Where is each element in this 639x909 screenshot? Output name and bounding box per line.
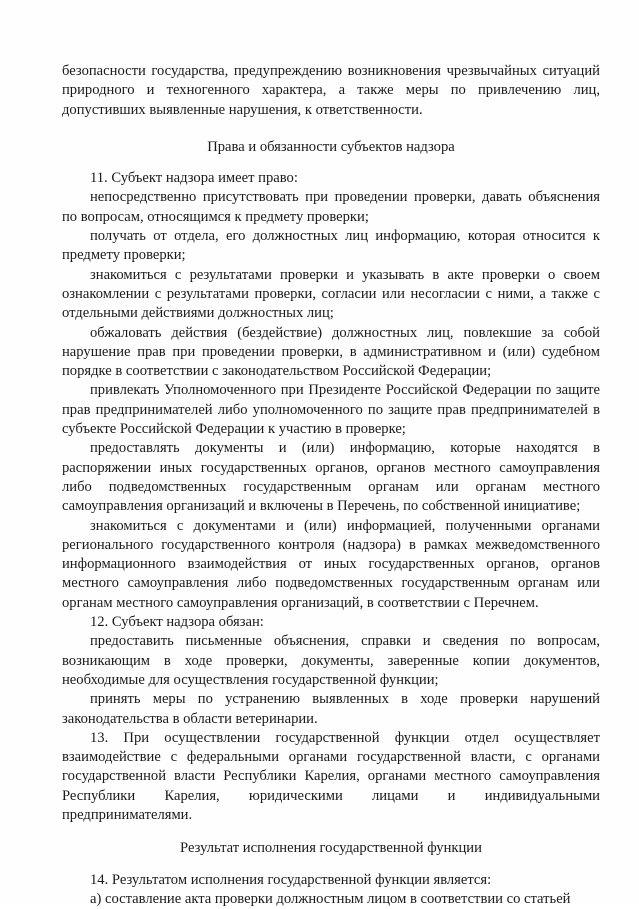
paragraph-14: 14. Результатом исполнения государственной функции является: xyxy=(90,871,492,888)
paragraph-13: 13. При осуществлении государственной функции отдел осуществляет взаимодействие с федеральными органами государственной власти, с органами государственной власти Республики Карелия, органами местного самоуправления Республики Карелия, юридическими лицами и индивидуальными предпринимателями. xyxy=(62,729,600,823)
paragraph-duty-explanations: предоставить письменные объяснения, справки и сведения по вопросам, возникающим в ходе проверки, документы, заверенные копии документов, необходимые для осуществления государственной функции; xyxy=(62,633,600,688)
paragraph-duty-remedy: принять меры по устранению выявленных в ходе проверки нарушений законодательства в области ветеринарии. xyxy=(62,691,600,727)
spacer xyxy=(62,859,600,871)
section-heading-result: Результат исполнения государственной функции xyxy=(180,840,482,857)
paragraph-right-ombudsman: привлекать Уполномоченного при Президенте Российской Федерации по защите прав предпринимателей либо уполномоченного по защите прав предпринимателей в субъекте Российской Федерации к участию в проверке; xyxy=(62,382,600,438)
spacer xyxy=(62,157,600,169)
intro-paragraph: безопасности государства, предупреждению возникновения чрезвычайных ситуаций природного и техногенного характера, а также меры по привлечению лиц, допустивших выявленные нарушения, к ответственности. xyxy=(62,63,600,118)
spacer xyxy=(62,825,600,839)
paragraph-12: 12. Субъект надзора обязан: xyxy=(90,614,264,631)
spacer xyxy=(62,120,600,138)
paragraph-11: 11. Субъект надзора имеет право: xyxy=(90,170,298,187)
paragraph-right-appeal: обжаловать действия (бездействие) должностных лиц, повлекшие за собой нарушение прав при проведении проверки, в административном и (или) судебном порядке в соответствии с законодательством Российской Федерации; xyxy=(62,324,600,380)
paragraph-14-a: а) составление акта проверки должностным лицом в соответствии со статьей xyxy=(90,890,571,907)
paragraph-right-provide-documents: предоставлять документы и (или) информацию, которые находятся в распоряжении иных государственных органов, органов местного самоуправления либо подведомственных государственным органам или органам местного самоуправления организаций и включены в Перечень, по собственной инициативе; xyxy=(62,440,600,515)
document-body xyxy=(62,62,600,909)
paragraph-right-presence: непосредственно присутствовать при проведении проверки, давать объяснения по вопросам, относящимся к предмету проверки; xyxy=(62,189,600,225)
paragraph-right-review-documents: знакомиться с документами и (или) информацией, полученными органами регионального государственного контроля (надзора) в рамках межведомственного информационного взаимодействия от иных государственных органов, органов местного самоуправления либо подведомственных государственным органам или органам местного самоуправления организаций, в соответствии с Перечнем. xyxy=(62,517,600,611)
paragraph-right-information: получать от отдела, его должностных лиц информацию, которая относится к предмету проверки; xyxy=(62,228,600,264)
paragraph-right-results: знакомиться с результатами проверки и указывать в акте проверки о своем ознакомлении с результатами проверки, согласии или несогласии с ними, а также с отдельными действиями должностных лиц; xyxy=(62,266,600,322)
section-heading-rights: Права и обязанности субъектов надзора xyxy=(207,138,455,155)
